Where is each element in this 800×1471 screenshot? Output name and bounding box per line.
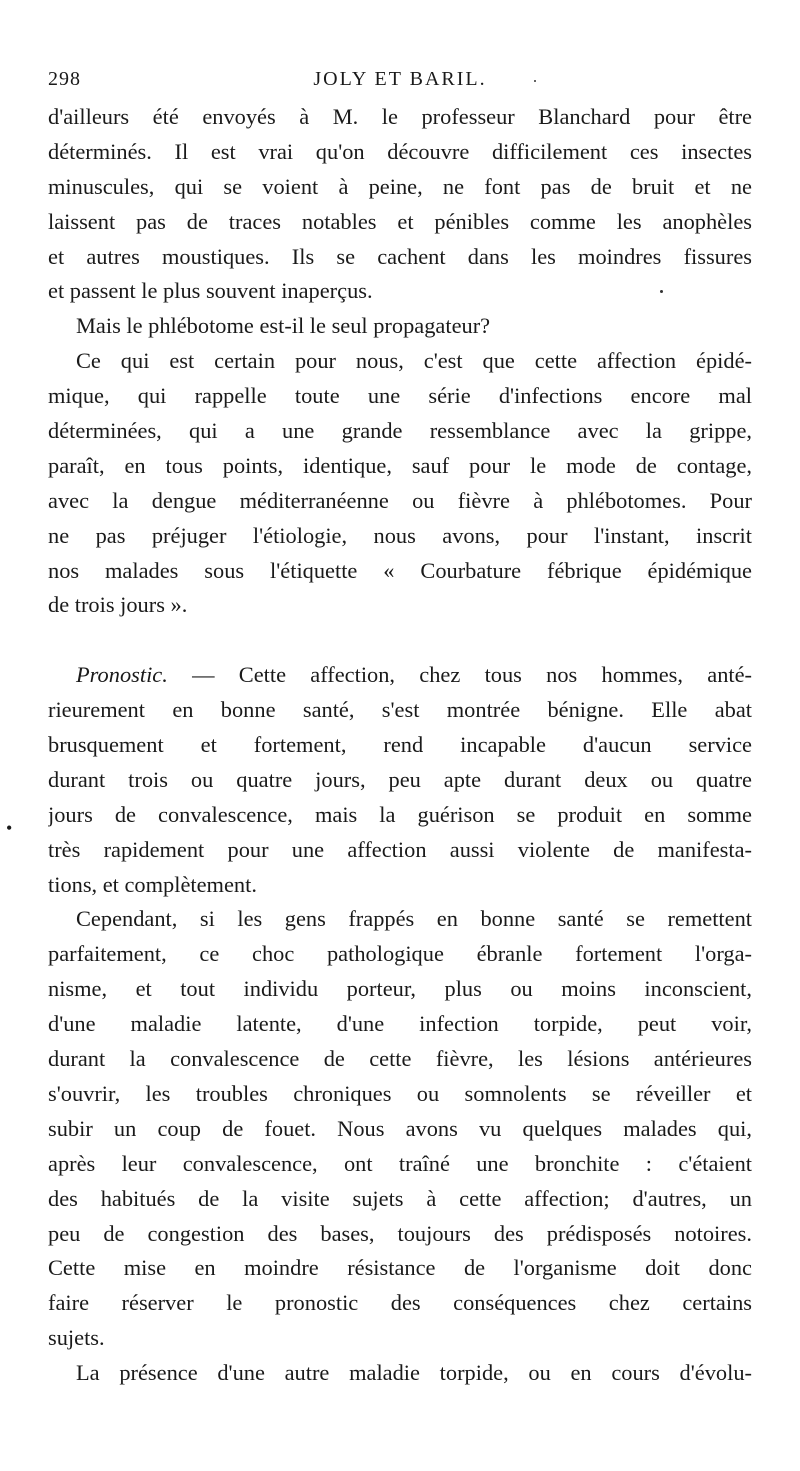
text-line: tions, et complètement. [48, 871, 257, 897]
text-line: Cette mise en moindre résistance de l'organisme doit donc [48, 1255, 752, 1281]
text-line: minuscules, qui se voient à peine, ne font pas de bruit et ne [48, 173, 752, 199]
print-speck [534, 80, 536, 82]
page-header [48, 60, 752, 100]
print-speck [660, 290, 663, 293]
text-line: s'ouvrir, les troubles chroniques ou somnolents se réveiller et [48, 1080, 752, 1106]
text-line: des habitués de la visite sujets à cette affection; d'autres, un [48, 1185, 752, 1211]
text-fragment: Cette affection, chez tous nos hommes, anté- [238, 662, 752, 688]
text-line: La présence d'une autre maladie torpide, ou en cours d'évolu- [76, 1360, 752, 1386]
text-line: durant la convalescence de cette fièvre, les lésions antérieures [48, 1046, 752, 1072]
section-heading: Pronostic. [76, 662, 168, 688]
text-line: durant trois ou quatre jours, peu apte durant deux ou quatre [48, 766, 752, 792]
text-line: jours de convalescence, mais la guérison se produit en somme [48, 801, 752, 827]
text-line: Mais le phlébotome est-il le seul propagateur? [76, 313, 491, 339]
paragraph-6 [48, 1356, 752, 1391]
text-line: subir un coup de fouet. Nous avons vu quelques malades qui, [48, 1115, 752, 1141]
text-line: parfaitement, ce choc pathologique ébranle fortement l'orga- [48, 941, 752, 967]
text-line: déterminées, qui a une grande ressemblance avec la grippe, [48, 418, 752, 444]
text-line: de trois jours ». [48, 592, 188, 618]
running-head: JOLY ET BARIL. [313, 68, 487, 90]
page-content [48, 60, 752, 1391]
text-line: déterminés. Il est vrai qu'on découvre difficilement ces insectes [48, 138, 752, 164]
text-line: d'ailleurs été envoyés à M. le professeur Blanchard pour être [48, 104, 752, 129]
text-line: sujets. [48, 1325, 105, 1351]
text-line: et autres moustiques. Ils se cachent dans les moindres fissures [48, 243, 752, 269]
text-line: Ce qui est certain pour nous, c'est que cette affection épidé- [76, 348, 752, 374]
section-gap [48, 623, 752, 658]
text-line: peu de congestion des bases, toujours des prédisposés notoires. [48, 1220, 752, 1246]
text-line: et passent le plus souvent inaperçus. [48, 278, 373, 304]
body-text [48, 100, 752, 1391]
paragraph-2 [48, 309, 752, 344]
text-line: nos malades sous l'étiquette « Courbature fébrique épidémique [48, 557, 752, 583]
text-line: mique, qui rappelle toute une série d'infections encore mal [48, 383, 752, 409]
em-dash: — [167, 662, 239, 688]
text-line: d'une maladie latente, d'une infection torpide, peut voir, [48, 1011, 752, 1037]
text-line: nisme, et tout individu porteur, plus ou moins inconscient, [48, 976, 752, 1002]
text-line: laissent pas de traces notables et pénibles comme les anophèles [48, 208, 752, 234]
paragraph-pronostic [48, 658, 752, 902]
margin-bullet-mark: • [6, 818, 13, 838]
text-line: brusquement et fortement, rend incapable d'aucun service [48, 732, 752, 758]
text-line: avec la dengue méditerranéenne ou fièvre à phlébotomes. Pour [48, 487, 752, 513]
text-line: rieurement en bonne santé, s'est montrée bénigne. Elle abat [48, 697, 752, 723]
paragraph-1 [48, 100, 752, 309]
page-number: 298 [48, 68, 81, 90]
text-line [48, 658, 752, 693]
text-line: après leur convalescence, ont traîné une bronchite : c'étaient [48, 1150, 752, 1176]
paragraph-3 [48, 344, 752, 623]
text-line: paraît, en tous points, identique, sauf pour le mode de contage, [48, 452, 752, 478]
text-line: très rapidement pour une affection aussi violente de manifesta- [48, 836, 752, 862]
text-line: ne pas préjuger l'étiologie, nous avons, pour l'instant, inscrit [48, 522, 752, 548]
paragraph-5 [48, 902, 752, 1356]
text-line: faire réserver le pronostic des conséquences chez certains [48, 1290, 752, 1316]
text-line: Cependant, si les gens frappés en bonne santé se remettent [76, 906, 752, 932]
